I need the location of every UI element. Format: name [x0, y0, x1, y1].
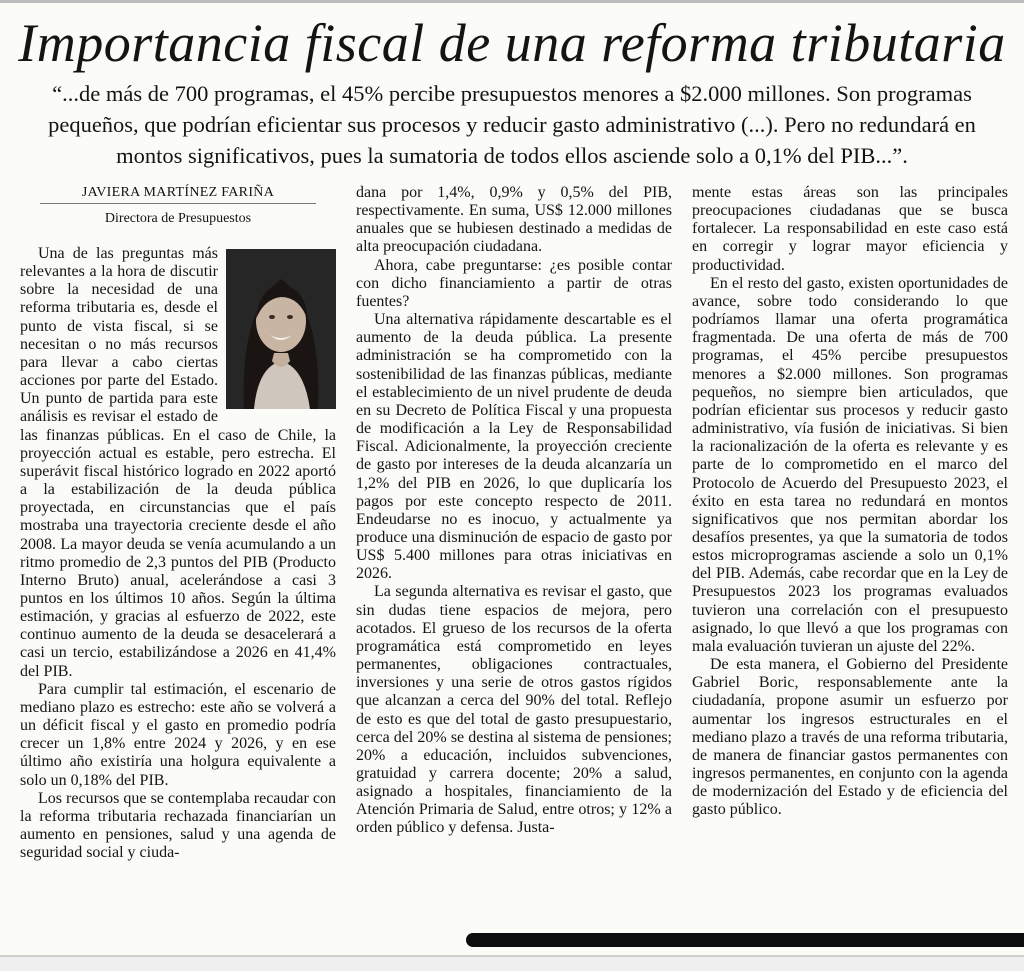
- article-paragraph: [20, 245, 336, 681]
- article-column-1: [20, 184, 336, 862]
- article-paragraph: De esta manera, el Gobierno del Presidente Gabriel Boric, responsablemente ante la ciudadanía, propone asumir un esfuerzo por aumentar los ingresos estructurales en el mediano plazo a través de una reforma tributaria, de manera de financiar gastos permanentes con ingresos permanentes, en conjunto con la agenda de modernización del Estado y de eficiencia del gasto público.: [692, 656, 1008, 819]
- author-role: Directora de Presupuestos: [104, 211, 252, 226]
- paragraph-text: Una de las preguntas más relevantes a la hora de discutir sobre la necesidad de una reforma tributaria es, desde el punto de vista fiscal, si se necesitan o no más recursos para llevar a cabo ciertas acciones por parte del Estado. Un punto de partida para este análisis es revisar el estado de las finanzas públicas. En el caso de Chile, la proyección actual es estable, pero estrecha. El superávit fiscal histórico logrado en 2022 aportó a la estabilización de la deuda pública proyectada, en circunstancias que el país mostraba una trayectoria creciente desde el año 2008. La mayor deuda se venía acumulando a un ritmo promedio de 2,3 puntos del PIB (Producto Interno Bruto) anual, acelerándose a casi 3 puntos en los últimos 10 años. Según la última estimación, y gracias al esfuerzo de 2022, este continuo aumento de la deuda se desacelerará a casi un tercio, estabilizándose a 2026 en 41,4% del PIB.: [20, 245, 336, 680]
- headline: Importancia fiscal de una reforma tributaria: [18, 13, 1006, 73]
- article-paragraph: Los recursos que se contemplaba recaudar con la reforma tributaria rechazada financiarían un aumento en pensiones, salud y una agenda de seguridad social y ciuda-: [20, 789, 336, 862]
- home-indicator-bar[interactable]: [466, 933, 1024, 947]
- article-paragraph: La segunda alternativa es revisar el gasto, que sin dudas tiene espacios de mejora, pero acotados. El grueso de los recursos de la oferta programática está comprometido en leyes permanentes, obligaciones contractuales, inversiones y una serie de otros gastos rígidos que alcanzan a cerca del 90% del total. Reflejo de esto es que del total de gasto presupuestario, cerca del 20% se destina al sistema de pensiones; 20% a educación, incluidos subvenciones, gratuidad y carrera docente; 20% a salud, asignado a hospitales, financiamiento de la Atención Primaria de Salud, entre otros; y 12% a orden público y defensa. Justa-: [356, 583, 672, 837]
- article-column-2: [356, 184, 672, 838]
- article-paragraph: mente estas áreas son las principales preocupaciones ciudadanas que se busca fortalecer. La responsabilidad en este caso está en corregir y lograr mayor eficiencia y productividad.: [692, 184, 1008, 274]
- article-column-3: [692, 184, 1008, 819]
- top-rule: [0, 0, 1024, 3]
- author-photo: [226, 249, 336, 409]
- article-paragraph: Una alternativa rápidamente descartable es el aumento de la deuda pública. La presente administración se ha comprometido con la sostenibilidad de las finanzas públicas, mediante el establecimiento de un nivel prudente de deuda en su Decreto de Política Fiscal y una propuesta de modificación a la Ley de Responsabilidad Fiscal. Adicionalmente, la proyección creciente de gasto por intereses de la deuda alcanzaría un 1,2% del PIB en 2026, lo que duplicaría los pagos por este concepto respecto de 2011. Endeudarse no es inocuo, y actualmente ya produce una disminución de espacio de gasto por US$ 5.400 millones para otras iniciativas en 2026.: [356, 311, 672, 583]
- author-name: JAVIERA MARTÍNEZ FARIÑA: [40, 184, 316, 204]
- article-paragraph: dana por 1,4%, 0,9% y 0,5% del PIB, respectivamente. En suma, US$ 12.000 millones anuales que se hubiesen destinado a medidas de alta preocupación ciudadana.: [356, 184, 672, 256]
- article-paragraph: En el resto del gasto, existen oportunidades de avance, sobre todo considerando lo que podríamos llamar una oferta programática fragmentada. De una oferta de más de 700 programas, el 45% percibe presupuestos menores a $2.000 millones. Son programas pequeños, no siempre bien articulados, que podrían eficientar sus procesos y reducir gasto administrativo, vía fusión de iniciativas. Si bien la racionalización de la oferta es relevante y es parte de lo comprometido en el marco del Protocolo de Acuerdo del Presupuesto 2023, el éxito en esta tarea no redundará en montos significativos que nos permitan abordar los desafíos presentes, ya que la sumatoria de todos estos microprogramas asciende a solo un 0,1% del PIB. Además, cabe recordar que en la Ley de Presupuestos 2023 los programas evaluados tuvieron una correlación con el presupuesto asignado, lo que llevó a que los programas con mala evaluación tuvieran un ajuste del 22%.: [692, 274, 1008, 655]
- article-paragraph: Ahora, cabe preguntarse: ¿es posible contar con dicho financiamiento a partir de otras fuentes?: [356, 256, 672, 310]
- pull-quote: “...de más de 700 programas, el 45% percibe presupuestos menores a $2.000 millones. Son programas pequeños, que podrían eficientar sus procesos y reducir gasto administrativo (...). Pero no redundará en montos significativos, pues la sumatoria de todos ellos asciende solo a 0,1% del PIB...”.: [48, 81, 976, 168]
- article-paragraph: Para cumplir tal estimación, el escenario de mediano plazo es estrecho: este año se volverá a un déficit fiscal y el gasto en promedio podría crecer un 1,8% entre 2024 y 2026, y en ese último año existiría una holgura equivalente a solo un 0,18% del PIB.: [20, 680, 336, 789]
